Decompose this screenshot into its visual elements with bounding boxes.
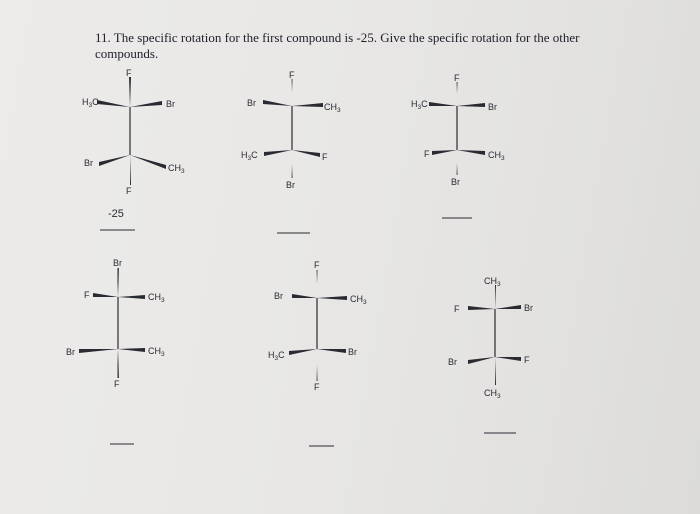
bond-c5-upper-right xyxy=(317,296,347,300)
atom-bottom: Br xyxy=(451,177,460,187)
bond-c5-lower-left xyxy=(289,349,317,355)
compound-5 xyxy=(268,260,367,446)
answer-1: -25 xyxy=(108,208,124,220)
bond-c2-bottom xyxy=(291,150,293,178)
bond-c3-upper-right xyxy=(457,103,485,107)
atom-lower-left: $H_3C$ xyxy=(268,350,285,362)
bond-c6-bottom xyxy=(494,357,496,385)
atom-upper-left: $H_3C$ xyxy=(82,97,99,109)
bond-c4-upper-right xyxy=(118,295,145,299)
bond-c2-lower-right xyxy=(292,150,320,157)
atom-upper-left: F xyxy=(454,304,460,314)
bond-c1-upper-left xyxy=(97,100,130,107)
bond-c1-top xyxy=(129,77,131,107)
bond-c6-upper-right xyxy=(495,305,521,309)
atom-bottom: $CH_3$ xyxy=(484,388,501,400)
atom-lower-right: $CH_3$ xyxy=(168,163,185,175)
atom-upper-right: $CH_3$ xyxy=(324,102,341,114)
bond-c5-bottom xyxy=(316,349,318,381)
bond-c1-upper-right xyxy=(130,101,162,107)
bond-c5-lower-right xyxy=(317,349,346,353)
bond-c1-lower-left xyxy=(99,155,130,166)
bond-c5-top xyxy=(316,270,318,298)
atom-bottom: F xyxy=(126,186,132,196)
bond-c3-top xyxy=(456,82,458,106)
bond-c2-lower-left xyxy=(264,150,292,156)
atom-upper-left: Br xyxy=(247,98,256,108)
atom-lower-left: Br xyxy=(448,357,457,367)
atom-lower-left: F xyxy=(424,149,430,159)
bond-c3-bottom xyxy=(456,150,458,175)
bond-c6-lower-right xyxy=(495,357,521,361)
atom-lower-right: Br xyxy=(348,347,357,357)
compound-1 xyxy=(82,68,185,230)
bond-c6-top xyxy=(494,285,496,309)
bond-c2-top xyxy=(291,79,293,106)
atom-upper-left: F xyxy=(84,290,90,300)
question-text: 11. The specific rotation for the first compound is -25. Give the specific rotation for the other compounds. xyxy=(95,30,580,61)
bond-c4-lower-left xyxy=(79,349,118,353)
atom-lower-right: $CH_3$ xyxy=(488,150,505,162)
bond-c2-upper-left xyxy=(263,100,292,106)
bond-c3-lower-right xyxy=(457,150,485,155)
bond-c4-upper-left xyxy=(93,293,118,297)
atom-lower-right: F xyxy=(524,355,530,365)
compound-4 xyxy=(66,258,165,444)
atom-top: F xyxy=(454,73,460,83)
atom-top: F xyxy=(126,68,132,78)
atom-lower-left: $H_3C$ xyxy=(241,150,258,162)
compound-2 xyxy=(241,70,341,233)
compound-3 xyxy=(411,73,505,218)
bond-c1-lower-right xyxy=(130,155,166,169)
atom-bottom: F xyxy=(114,379,120,389)
atom-lower-left: Br xyxy=(84,158,93,168)
atom-lower-left: Br xyxy=(66,347,75,357)
atom-top: F xyxy=(289,70,295,80)
bond-c2-upper-right xyxy=(292,103,323,107)
atom-upper-right: Br xyxy=(166,99,175,109)
bond-c6-lower-left xyxy=(468,357,495,364)
atom-upper-right: $CH_3$ xyxy=(350,294,367,306)
bond-c5-upper-left xyxy=(292,294,317,298)
atom-upper-right: Br xyxy=(488,102,497,112)
atom-upper-left: $H_3C$ xyxy=(411,99,428,111)
atom-upper-left: Br xyxy=(274,291,283,301)
atom-upper-right: $CH_3$ xyxy=(148,292,165,304)
atom-bottom: F xyxy=(314,382,320,392)
compound-6 xyxy=(448,276,533,433)
atom-top: Br xyxy=(113,258,122,268)
bond-c3-lower-left xyxy=(432,150,457,155)
atom-lower-right: F xyxy=(322,152,328,162)
atom-top: $CH_3$ xyxy=(484,276,501,288)
atom-bottom: Br xyxy=(286,180,295,190)
atom-upper-right: Br xyxy=(524,303,533,313)
bond-c6-upper-left xyxy=(468,306,495,310)
bond-c4-bottom xyxy=(117,349,119,378)
bond-c4-lower-right xyxy=(118,348,145,352)
atom-top: F xyxy=(314,260,320,270)
atom-lower-right: $CH_3$ xyxy=(148,346,165,358)
bond-c1-bottom xyxy=(129,155,131,185)
bond-c3-upper-left xyxy=(429,102,457,106)
bond-c4-top xyxy=(117,268,119,297)
